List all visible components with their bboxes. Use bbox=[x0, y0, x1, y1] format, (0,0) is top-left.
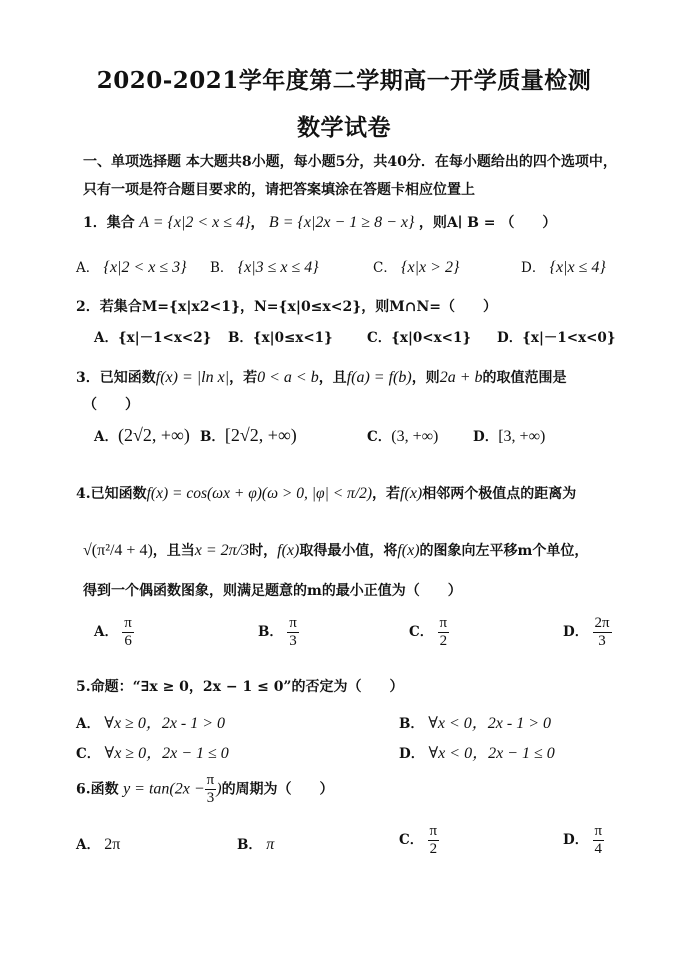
option-label: C． bbox=[367, 330, 392, 346]
option-text: {x|0<x<1} bbox=[391, 330, 472, 346]
q6-function-close: ) bbox=[216, 780, 222, 798]
q6-lead: 6.函数 bbox=[76, 781, 119, 798]
q4-option-c[interactable] bbox=[409, 615, 449, 650]
q1-set-a: A = {x|2 < x ≤ 4} bbox=[139, 214, 251, 231]
option-fraction: $\frac{\pi}{2}$ bbox=[429, 823, 438, 857]
option-text: [2√2, +∞) bbox=[224, 425, 297, 445]
question-4-line-1 bbox=[76, 483, 576, 503]
q4-text: 相邻两个极值点的距离为 bbox=[422, 486, 577, 502]
option-label: A． bbox=[76, 260, 100, 276]
option-label: B． bbox=[258, 624, 283, 640]
option-label: B． bbox=[399, 716, 424, 732]
q3-option-b[interactable] bbox=[200, 425, 297, 446]
q6-option-d[interactable] bbox=[563, 823, 604, 858]
option-label: D． bbox=[497, 330, 523, 346]
option-label: A． bbox=[94, 429, 118, 445]
q2-option-c[interactable] bbox=[367, 326, 471, 346]
option-text: ∀x < 0，2x - 1 > 0 bbox=[428, 715, 552, 732]
option-label: B． bbox=[228, 330, 253, 346]
q6-option-a[interactable] bbox=[76, 833, 120, 854]
option-label: A． bbox=[76, 837, 100, 853]
option-text: {x|3 ≤ x ≤ 4} bbox=[237, 259, 319, 276]
q4-x-value: x = 2π/3 bbox=[194, 542, 250, 559]
question-3 bbox=[76, 367, 566, 387]
q1-lead: 1．集合 bbox=[83, 215, 135, 231]
q2-option-b[interactable] bbox=[228, 326, 333, 346]
option-label: C． bbox=[409, 624, 434, 640]
option-text: ∀x ≥ 0，2x - 1 > 0 bbox=[104, 715, 226, 732]
q6-option-c[interactable] bbox=[399, 823, 439, 858]
q4-text: 时， bbox=[249, 543, 278, 559]
option-label: D． bbox=[399, 746, 425, 762]
q2-option-d[interactable] bbox=[497, 326, 616, 346]
q4-option-b[interactable] bbox=[258, 615, 299, 650]
question-4-line-2 bbox=[83, 540, 588, 560]
q1-option-b[interactable] bbox=[210, 256, 319, 277]
option-text: {x|0≤x<1} bbox=[252, 330, 333, 346]
option-fraction: $\frac{\pi}{2}$ bbox=[439, 615, 448, 649]
q6-function: y = tan(2x − bbox=[123, 780, 205, 798]
option-text: {x|2 < x ≤ 3} bbox=[103, 259, 187, 276]
q4-text: ，且当 bbox=[152, 543, 195, 559]
q3-condition-2: f(a) = f(b) bbox=[346, 369, 412, 386]
q1-option-a[interactable] bbox=[76, 256, 187, 277]
option-label: A． bbox=[76, 716, 100, 732]
q5-option-a[interactable] bbox=[76, 710, 225, 733]
option-text: 2π bbox=[104, 836, 121, 853]
q3-text: ，则 bbox=[411, 370, 440, 386]
q3-expression: 2a + b bbox=[439, 369, 483, 386]
question-4-line-3: 得到一个偶函数图象，则满足题意的m的最小正值为（ ） bbox=[83, 583, 462, 599]
q3-option-d[interactable] bbox=[473, 425, 545, 446]
option-label: B． bbox=[200, 429, 225, 445]
q5-option-d[interactable] bbox=[399, 740, 555, 763]
option-fraction: $\frac{2\pi}{3}$ bbox=[594, 615, 610, 649]
q5-option-b[interactable] bbox=[399, 710, 551, 733]
q2-option-a[interactable] bbox=[94, 326, 211, 346]
question-5: 5.命题：“∃x ≥ 0，2x − 1 ≤ 0”的否定为（ ） bbox=[76, 679, 404, 695]
q6-tail: 的周期为（ ） bbox=[221, 781, 334, 798]
option-text: [3, +∞) bbox=[498, 428, 546, 445]
option-fraction: $\frac{\pi}{6}$ bbox=[124, 615, 132, 649]
option-label: D． bbox=[521, 260, 546, 276]
option-label: A． bbox=[94, 624, 118, 640]
option-text: ∀x < 0，2x − 1 ≤ 0 bbox=[428, 745, 555, 762]
q6-fraction: $\frac{\pi}{3}$ bbox=[206, 772, 215, 806]
option-text: {x|－1<x<0} bbox=[522, 330, 616, 346]
q3-option-c[interactable] bbox=[367, 425, 438, 446]
option-text: (2√2, +∞) bbox=[117, 425, 190, 445]
option-label: A． bbox=[94, 330, 118, 346]
question-2: 2．若集合M={x|x2<1}，N={x|0≤x<2}，则M∩N=（ ） bbox=[76, 299, 497, 315]
q6-option-b[interactable] bbox=[237, 833, 274, 854]
q1-set-b: B = {x|2x − 1 ≥ 8 − x} bbox=[268, 214, 415, 231]
q4-function: f(x) = cos(ωx + φ)(ω > 0, |φ| < π/2) bbox=[146, 485, 373, 502]
q1-ask: ，则A∣ B = （ ） bbox=[418, 215, 557, 231]
question-1: 1．集合 A = {x|2 < x ≤ 4}， B = {x|2x − 1 ≥ 8 − x} ，则A∣ B = （ ） bbox=[83, 214, 557, 231]
option-fraction: $\frac{\pi}{3}$ bbox=[289, 615, 297, 649]
option-label: D． bbox=[563, 624, 589, 640]
q4-lead: 4.已知函数 bbox=[76, 486, 147, 502]
q4-fx: f(x) bbox=[277, 542, 300, 559]
option-text: {x|x > 2} bbox=[401, 259, 460, 276]
option-text: ∀x ≥ 0，2x − 1 ≤ 0 bbox=[104, 745, 229, 762]
option-label: D． bbox=[563, 832, 589, 848]
q4-text: 的图象向左平移m个单位， bbox=[419, 543, 589, 559]
q3-tail: 的取值范围是 bbox=[482, 370, 567, 386]
option-text: (3, +∞) bbox=[391, 428, 439, 445]
exam-subtitle: 数学试卷 bbox=[297, 114, 391, 141]
section1-line2: 只有一项是符合题目要求的，请把答案填涂在答题卡相应位置上 bbox=[83, 182, 475, 198]
option-label: D． bbox=[473, 429, 499, 445]
q1-option-d[interactable] bbox=[521, 256, 606, 277]
q4-distance: √(π²/4 + 4) bbox=[83, 542, 153, 559]
exam-title: 2020-2021学年度第二学期高一开学质量检测 bbox=[96, 67, 592, 94]
q4-fx: f(x) bbox=[400, 485, 423, 502]
option-text: {x|x ≤ 4} bbox=[549, 259, 606, 276]
option-label: C． bbox=[373, 260, 397, 276]
q4-text: 取得最小值，将 bbox=[299, 543, 398, 559]
q3-lead: 3．已知函数 bbox=[76, 370, 156, 386]
option-label: B． bbox=[210, 260, 234, 276]
option-fraction: $\frac{\pi}{4}$ bbox=[594, 823, 603, 857]
q4-option-a[interactable] bbox=[94, 615, 134, 650]
option-label: C． bbox=[399, 832, 424, 848]
option-text: π bbox=[266, 836, 275, 853]
option-label: C． bbox=[76, 746, 101, 762]
q3-bracket: （ ） bbox=[83, 397, 139, 413]
option-label: C． bbox=[367, 429, 392, 445]
q3-function: f(x) = |ln x| bbox=[155, 369, 230, 386]
q3-text: ，且 bbox=[318, 370, 347, 386]
q4-fx: f(x) bbox=[397, 542, 420, 559]
option-label: B． bbox=[237, 837, 262, 853]
option-text: {x|－1<x<2} bbox=[117, 330, 212, 346]
q3-text: ，若 bbox=[229, 370, 258, 386]
q3-option-a[interactable] bbox=[94, 425, 190, 446]
q5-option-c[interactable] bbox=[76, 740, 229, 763]
q1-option-c[interactable] bbox=[373, 256, 459, 277]
q4-text: ，若 bbox=[372, 486, 401, 502]
question-6 bbox=[76, 772, 334, 807]
section1-line1: 一、单项选择题 本大题共8小题，每小题5分，共40分．在每小题给出的四个选项中， bbox=[83, 154, 617, 170]
q3-condition-1: 0 < a < b bbox=[257, 369, 319, 386]
q4-option-d[interactable] bbox=[563, 615, 612, 650]
